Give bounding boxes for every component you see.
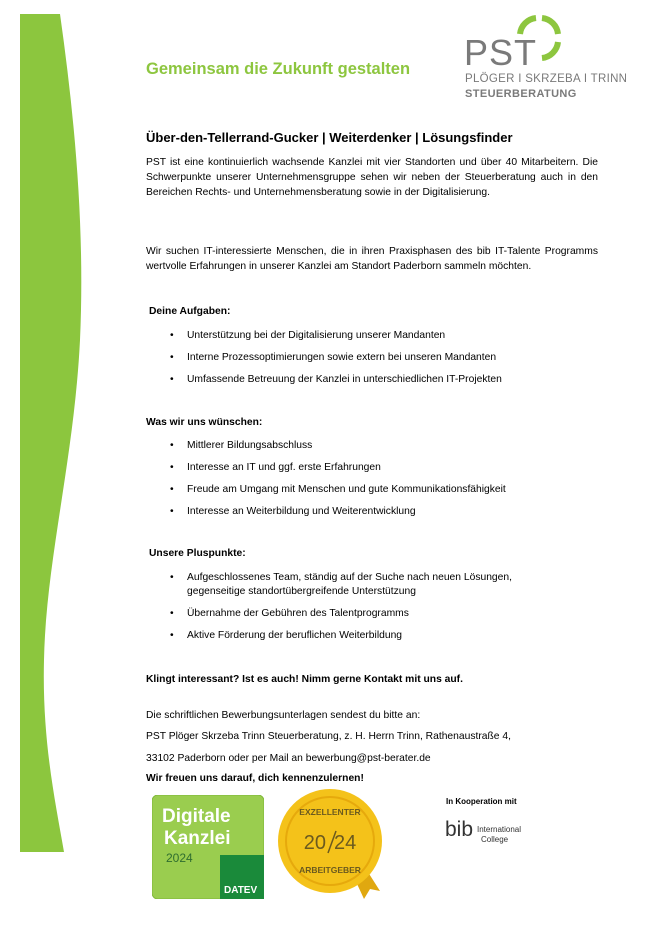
list-item: • Aufgeschlossenes Team, ständig auf der Suche nach neuen Lösungen, gegenseitige standortübergreifende Unterstützung <box>170 571 550 599</box>
benefits-title: Unsere Pluspunkte: <box>149 548 246 559</box>
badge-digitale-text: Digitale <box>162 806 231 827</box>
badge-year-left: 20 <box>303 832 326 854</box>
badge-exzellenter-text: EXZELLENTER <box>299 807 361 817</box>
list-item: • Unterstützung bei der Digitalisierung unserer Mandanten <box>170 329 560 343</box>
exzellenter-arbeitgeber-badge <box>276 785 388 901</box>
bib-logo-text: bib <box>445 818 474 841</box>
badge-year-right: 24 <box>334 832 357 854</box>
list-item: • Übernahme der Gebühren des Talentprogramms <box>170 607 550 621</box>
bib-international-text: International <box>477 825 522 834</box>
contact-cta: Klingt interessant? Ist es auch! Nimm gerne Kontakt mit uns auf. <box>146 674 463 685</box>
job-subtitle: Über-den-Tellerrand-Gucker | Weiterdenker | Lösungsfinder <box>146 130 513 145</box>
list-item: • Freude am Umgang mit Menschen und gute Kommunikationsfähigkeit <box>170 483 560 497</box>
badge-arbeitgeber-text: ARBEITGEBER <box>299 865 361 875</box>
pst-logo <box>462 14 632 104</box>
cooperation-label: In Kooperation mit <box>446 797 517 806</box>
benefits-list <box>170 571 550 643</box>
contact-email-link[interactable]: bewerbung@pst-berater.de <box>305 753 431 764</box>
bib-college-text: College <box>481 835 509 844</box>
list-item: • Umfassende Betreuung der Kanzlei in unterschiedlichen IT-Projekten <box>170 373 560 387</box>
search-paragraph-block <box>146 244 598 274</box>
logo-brand-text: PST <box>464 32 538 73</box>
bib-college-logo <box>445 810 545 850</box>
contact-address-prefix: 33102 Paderborn oder per Mail an <box>146 753 306 764</box>
list-item: • Aktive Förderung der beruflichen Weiterbildung <box>170 629 550 643</box>
logo-subline: STEUERBERATUNG <box>465 88 577 100</box>
digitale-kanzlei-badge <box>152 795 264 899</box>
wishes-list <box>170 439 560 519</box>
contact-line-2: PST Plöger Skrzeba Trinn Steuerberatung, z. H. Herrn Trinn, Rathenaustraße 4, <box>146 731 511 742</box>
list-item: • Interesse an IT und ggf. erste Erfahrungen <box>170 461 560 475</box>
contact-line-1: Die schriftlichen Bewerbungsunterlagen sendest du bitte an: <box>146 710 421 721</box>
badge-year-text: 2024 <box>166 851 193 865</box>
contact-line-3 <box>146 753 431 764</box>
logo-partner-names: PLÖGER I SKRZEBA I TRINN <box>465 73 628 85</box>
search-paragraph: Wir suchen IT-interessierte Menschen, die in ihren Praxisphasen des bib IT-Talente Programms wertvolle Erfahrungen in unserer Kanzlei am Standort Paderborn sammeln möchten. <box>146 246 598 272</box>
datev-text: DATEV <box>224 885 258 896</box>
list-item: • Mittlerer Bildungsabschluss <box>170 439 560 453</box>
tasks-list <box>170 329 560 387</box>
list-item: • Interesse an Weiterbildung und Weiterentwicklung <box>170 505 560 519</box>
intro-paragraph: PST ist eine kontinuierlich wachsende Kanzlei mit vier Standorten und über 40 Mitarbeitern. Die Schwerpunkte unserer Unternehmensgruppe sehen wir neben der Steuerberatung auch in den Bereichen Rechts- und Unternehmensberatung sowie in der Digitalisierung. <box>146 157 598 198</box>
list-item: • Interne Prozessoptimierungen sowie extern bei unseren Mandanten <box>170 351 560 365</box>
intro-paragraph-block <box>146 155 598 200</box>
closing-line: Wir freuen uns darauf, dich kennenzulernen! <box>146 773 364 784</box>
page-headline: Gemeinsam die Zukunft gestalten <box>146 60 411 78</box>
badge-kanzlei-text: Kanzlei <box>164 828 231 849</box>
wishes-title: Was wir uns wünschen: <box>146 417 263 428</box>
tasks-title: Deine Aufgaben: <box>149 306 231 317</box>
